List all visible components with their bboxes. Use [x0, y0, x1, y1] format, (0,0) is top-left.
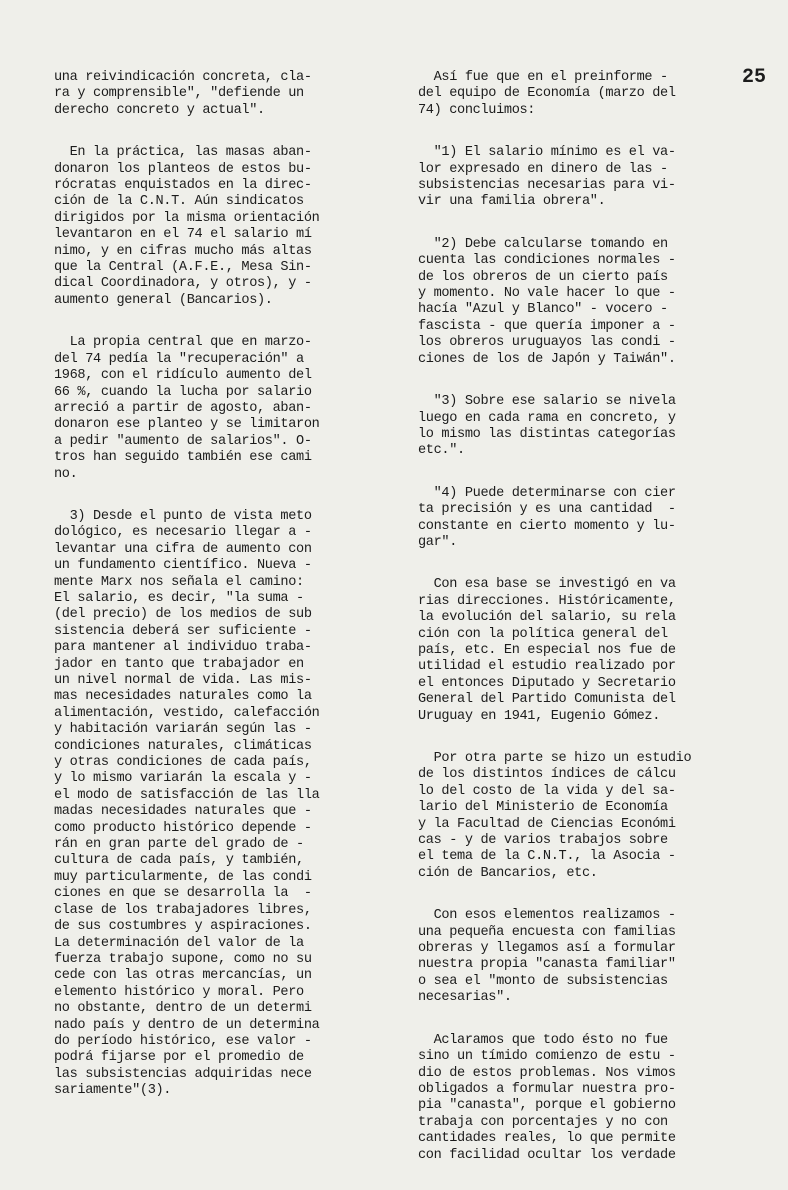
text-line: do período histórico, ese valor -	[54, 1033, 312, 1049]
text-line: sistencia deberá ser suficiente -	[54, 623, 312, 639]
text-line: General del Partido Comunista del	[418, 692, 676, 708]
text-line: mas necesidades naturales como la	[54, 689, 312, 705]
text-line: a pedir "aumento de salarios". O-	[54, 433, 312, 449]
text-line: 74) concluimos:	[418, 102, 536, 118]
text-line: de sus costumbres y aspiraciones.	[54, 919, 312, 935]
text-line: mente Marx nos señala el camino:	[54, 574, 304, 590]
text-line: rán en gran parte del grado de -	[54, 837, 304, 853]
text-line: "3) Sobre ese salario se nivela	[418, 394, 676, 410]
text-line: rias direcciones. Históricamente,	[418, 593, 676, 609]
paragraph	[418, 577, 756, 725]
text-line: ta precisión y es una cantidad -	[418, 502, 676, 518]
text-line: 3) Desde el punto de vista meto	[54, 508, 312, 524]
text-line: 66 %, cuando la lucha por salario	[54, 384, 312, 400]
page-number: 25	[742, 66, 767, 89]
text-line: dio de estos problemas. Nos vimos	[418, 1065, 676, 1081]
text-line: dirigidos por la misma orientación	[54, 210, 320, 226]
paragraph	[418, 1033, 756, 1164]
text-line: del 74 pedía la "recuperación" a	[54, 351, 304, 367]
text-line: las subsistencias adquiridas nece	[54, 1066, 312, 1082]
text-line: sino un tímido comienzo de estu -	[418, 1049, 676, 1065]
text-line: Aclaramos que todo ésto no fue	[418, 1032, 668, 1048]
text-line: o sea el "monto de subsistencias	[418, 973, 668, 989]
text-line: y otras condiciones de cada país,	[54, 755, 312, 771]
paragraph	[418, 70, 756, 119]
text-line: nuestra propia "canasta familiar"	[418, 957, 676, 973]
paragraph	[54, 335, 372, 483]
text-line: el tema de la C.N.T., la Asocia -	[418, 849, 676, 865]
text-line: una reivindicación concreta, cla-	[54, 70, 312, 85]
text-line: arreció a partir de agosto, aban-	[54, 400, 312, 416]
text-line: "1) El salario mínimo es el va-	[418, 145, 676, 161]
text-line: la evolución del salario, su rela	[418, 610, 676, 626]
paragraph	[418, 908, 756, 1006]
paragraph	[418, 486, 756, 552]
text-line: condiciones naturales, climáticas	[54, 738, 312, 754]
text-line: ción de la C.N.T. Aún sindicatos	[54, 194, 304, 210]
text-line: gar".	[418, 534, 458, 550]
text-line: clase de los trabajadores libres,	[54, 902, 312, 918]
text-line: ción de Bancarios, etc.	[418, 865, 598, 881]
text-line: trabaja con porcentajes y no con	[418, 1114, 668, 1130]
text-line: y la Facultad de Ciencias Económi	[418, 816, 676, 832]
text-line: para mantener al individuo traba-	[54, 640, 312, 656]
text-line: jador en tanto que trabajador en	[54, 656, 304, 672]
text-line: podrá fijarse por el promedio de	[54, 1050, 304, 1066]
text-line: una pequeña encuesta con familias	[418, 924, 676, 940]
text-line: que la Central (A.F.E., Mesa Sin-	[54, 260, 312, 276]
text-line: pia "canasta", porque el gobierno	[418, 1098, 676, 1114]
paragraph	[54, 509, 372, 1100]
text-line: ciones en que se desarrolla la -	[54, 886, 312, 902]
text-line: fascista - que quería imponer a -	[418, 318, 676, 334]
right-column	[418, 70, 756, 1190]
text-line: los obreros uruguayos las condi -	[418, 335, 676, 351]
text-line: derecho concreto y actual".	[54, 102, 265, 118]
text-line: lo mismo las distintas categorías	[418, 426, 676, 442]
text-line: lario del Ministerio de Economía	[418, 800, 668, 816]
text-line: Con esa base se investigó en va	[418, 577, 676, 593]
paragraph	[54, 70, 372, 119]
text-line: subsistencias necesarias para vi-	[418, 178, 676, 194]
left-column	[54, 70, 372, 1126]
text-line: del equipo de Economía (marzo del	[418, 86, 676, 102]
text-line: cede con las otras mercancías, un	[54, 968, 312, 984]
text-line: lo del costo de la vida y del sa-	[418, 783, 676, 799]
text-line: no obstante, dentro de un determi	[54, 1001, 312, 1017]
text-line: La determinación del valor de la	[54, 935, 304, 951]
text-line: alimentación, vestido, calefacción	[54, 705, 320, 721]
text-line: nimo, y en cifras mucho más altas	[54, 243, 312, 259]
text-line: rócratas enquistados en la direc-	[54, 178, 312, 194]
text-line: un fundamento científico. Nueva -	[54, 558, 312, 574]
paragraph	[54, 145, 372, 309]
text-line: vir una familia obrera".	[418, 194, 606, 210]
text-line: cantidades reales, lo que permite	[418, 1131, 676, 1147]
text-line: donaron los planteos de estos bu-	[54, 161, 312, 177]
text-line: cuenta las condiciones normales -	[418, 253, 676, 269]
text-line: necesarias".	[418, 990, 512, 1006]
text-line: muy particularmente, de las condi	[54, 869, 312, 885]
text-line: utilidad el estudio realizado por	[418, 659, 676, 675]
text-line: Uruguay en 1941, Eugenio Gómez.	[418, 708, 661, 724]
text-line: el modo de satisfacción de las lla	[54, 787, 320, 803]
text-line: La propia central que en marzo-	[54, 335, 312, 351]
text-line: y lo mismo variarán la escala y -	[54, 771, 312, 787]
text-line: hacía "Azul y Blanco" - vocero -	[418, 302, 668, 318]
text-line: el entonces Diputado y Secretario	[418, 675, 676, 691]
text-line: como producto histórico depende -	[54, 820, 312, 836]
text-line: ra y comprensible", "defiende un	[54, 86, 304, 102]
text-line: sariamente"(3).	[54, 1083, 172, 1099]
text-line: dical Coordinadora, y otros), y -	[54, 276, 312, 292]
text-line: ción con la política general del	[418, 626, 668, 642]
text-line: obligados a formular nuestra pro-	[418, 1081, 676, 1097]
text-line: ciones de los de Japón y Taiwán".	[418, 351, 676, 367]
text-line: lor expresado en dinero de las -	[418, 161, 668, 177]
text-line: donaron ese planteo y se limitaron	[54, 417, 320, 433]
text-line: constante en cierto momento y lu-	[418, 518, 676, 534]
text-line: y momento. No vale hacer lo que -	[418, 286, 676, 302]
text-line: Así fue que en el preinforme -	[418, 70, 668, 85]
paragraph	[418, 394, 756, 460]
text-line: con facilidad ocultar los verdade	[418, 1147, 676, 1163]
text-line: fuerza trabajo supone, como no su	[54, 951, 312, 967]
paragraph	[418, 145, 756, 211]
text-line: nado país y dentro de un determina	[54, 1017, 320, 1033]
paragraph	[418, 751, 756, 882]
text-line: luego en cada rama en concreto, y	[418, 410, 676, 426]
text-line: dológico, es necesario llegar a -	[54, 525, 312, 541]
text-line: de los distintos índices de cálcu	[418, 767, 676, 783]
text-line: elemento histórico y moral. Pero	[54, 984, 304, 1000]
text-line: país, etc. En especial nos fue de	[418, 642, 676, 658]
paragraph	[418, 237, 756, 368]
text-line: obreras y llegamos así a formular	[418, 941, 676, 957]
text-line: de los obreros de un cierto país	[418, 269, 668, 285]
text-line: levantar una cifra de aumento con	[54, 541, 312, 557]
text-line: En la práctica, las masas aban-	[54, 145, 312, 161]
text-line: tros han seguido también ese cami	[54, 450, 312, 466]
text-line: Con esos elementos realizamos -	[418, 908, 676, 924]
text-line: un nivel normal de vida. Las mis-	[54, 673, 312, 688]
text-line: y habitación variarán según las -	[54, 722, 312, 738]
text-line: aumento general (Bancarios).	[54, 292, 273, 308]
text-line: etc.".	[418, 443, 465, 459]
text-line: no.	[54, 466, 78, 482]
text-line: madas necesidades naturales que -	[54, 804, 312, 820]
text-line: levantaron en el 74 el salario mí	[54, 227, 312, 243]
text-line: 1968, con el ridículo aumento del	[54, 368, 312, 384]
text-line: Por otra parte se hizo un estudio	[418, 751, 692, 766]
text-line: (del precio) de los medios de sub	[54, 607, 312, 623]
text-line: El salario, es decir, "la suma -	[54, 590, 304, 606]
text-line: "4) Puede determinarse con cier	[418, 485, 676, 501]
text-line: cas - y de varios trabajos sobre	[418, 833, 668, 849]
text-line: "2) Debe calcularse tomando en	[418, 236, 668, 252]
text-line: cultura de cada país, y también,	[54, 853, 304, 869]
